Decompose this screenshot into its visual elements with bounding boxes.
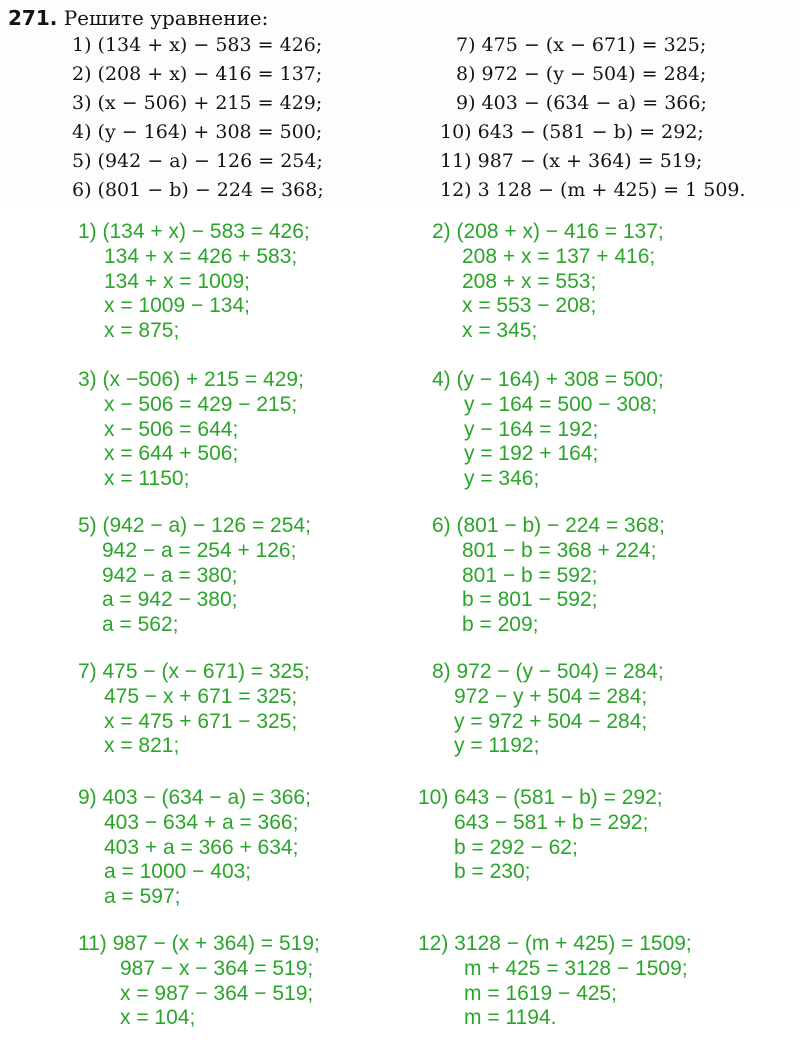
solution-step: 972 − y + 504 = 284; [454, 684, 648, 708]
solution-step: y = 192 + 164; [464, 442, 599, 466]
task-equation: 3) (x − 506) + 215 = 429; [72, 92, 323, 114]
solution-step: x = 987 − 364 − 519; [120, 981, 314, 1005]
solution-step: 942 − a = 254 + 126; [102, 538, 297, 562]
solution-step: y = 1192; [454, 734, 540, 758]
solution-step: x = 821; [104, 734, 180, 758]
solution-step: y − 164 = 500 − 308; [464, 392, 658, 416]
solution-equation: 10) 643 − (581 − b) = 292; [418, 786, 663, 809]
solution-step: x − 506 = 429 − 215; [104, 392, 298, 416]
solution-step: x = 475 + 671 − 325; [104, 709, 298, 733]
solution-step: 208 + x = 137 + 416; [462, 244, 656, 268]
solution-step: 475 − x + 671 = 325; [104, 684, 298, 708]
solution-equation: 3) (x −506) + 215 = 429; [78, 368, 304, 391]
solution-equation: 11) 987 − (x + 364) = 519; [78, 932, 320, 955]
solution-equation: 6) (801 − b) − 224 = 368; [432, 514, 665, 537]
solution-step: m = 1619 − 425; [464, 981, 617, 1005]
task-equation: 5) (942 − a) − 126 = 254; [72, 150, 323, 172]
task-equation: 9) 403 − (634 − a) = 366; [456, 92, 707, 114]
solution-step: 643 − 581 + b = 292; [454, 810, 649, 834]
solution-step: 801 − b = 368 + 224; [462, 538, 657, 562]
solution-step: 403 + a = 366 + 634; [104, 835, 299, 859]
task-equation: 10) 643 − (581 − b) = 292; [440, 121, 704, 143]
solution-step: x = 1150; [104, 467, 190, 491]
solution-step: 942 − a = 380; [102, 563, 238, 587]
solution-step: x = 1009 − 134; [104, 294, 250, 318]
solution-step: 134 + x = 426 + 583; [104, 244, 298, 268]
solution-equation: 12) 3128 − (m + 425) = 1509; [418, 932, 692, 955]
solution-step: a = 597; [104, 885, 181, 909]
solution-step: b = 209; [462, 613, 539, 637]
solution-equation: 5) (942 − a) − 126 = 254; [78, 514, 311, 537]
task-equation: 2) (208 + x) − 416 = 137; [72, 63, 323, 85]
solution-step: y = 972 + 504 − 284; [454, 709, 648, 733]
task-equation: 8) 972 − (y − 504) = 284; [456, 63, 707, 85]
solution-step: 987 − x − 364 = 519; [120, 956, 314, 980]
solution-step: a = 942 − 380; [102, 588, 238, 612]
solution-step: m = 1194. [464, 1006, 557, 1030]
solution-step: 403 − 634 + a = 366; [104, 810, 299, 834]
solution-step: y − 164 = 192; [464, 417, 599, 441]
exercise-header [8, 4, 268, 32]
exercise-title: Решите уравнение: [63, 6, 269, 30]
task-equation: 4) (y − 164) + 308 = 500; [72, 121, 323, 143]
solution-step: b = 801 − 592; [462, 588, 598, 612]
task-equation: 7) 475 − (x − 671) = 325; [456, 34, 707, 56]
task-equation: 6) (801 − b) − 224 = 368; [72, 179, 324, 201]
solution-step: 801 − b = 592; [462, 563, 598, 587]
solution-step: m + 425 = 3128 − 1509; [464, 956, 688, 980]
task-equation: 12) 3 128 − (m + 425) = 1 509. [440, 179, 746, 201]
solution-equation: 9) 403 − (634 − a) = 366; [78, 786, 311, 809]
solution-step: x − 506 = 644; [104, 417, 239, 441]
solution-equation: 8) 972 − (y − 504) = 284; [432, 660, 664, 683]
solution-step: a = 562; [102, 613, 179, 637]
exercise-number: 271. [8, 6, 58, 30]
solution-step: x = 875; [104, 319, 180, 343]
solution-equation: 2) (208 + x) − 416 = 137; [432, 220, 664, 243]
solution-step: a = 1000 − 403; [104, 860, 252, 884]
solution-step: x = 644 + 506; [104, 442, 239, 466]
task-equation: 11) 987 − (x + 364) = 519; [440, 150, 703, 172]
task-equation: 1) (134 + x) − 583 = 426; [72, 34, 323, 56]
solution-step: b = 230; [454, 860, 531, 884]
solution-step: 208 + x = 553; [462, 269, 597, 293]
solution-step: x = 104; [120, 1006, 196, 1030]
solution-step: x = 553 − 208; [462, 294, 597, 318]
solution-step: x = 345; [462, 319, 538, 343]
solution-step: b = 292 − 62; [454, 835, 578, 859]
solution-equation: 7) 475 − (x − 671) = 325; [78, 660, 310, 683]
solution-equation: 4) (y − 164) + 308 = 500; [432, 368, 664, 391]
solution-step: y = 346; [464, 467, 540, 491]
solution-equation: 1) (134 + x) − 583 = 426; [78, 220, 310, 243]
solution-step: 134 + x = 1009; [104, 269, 250, 293]
